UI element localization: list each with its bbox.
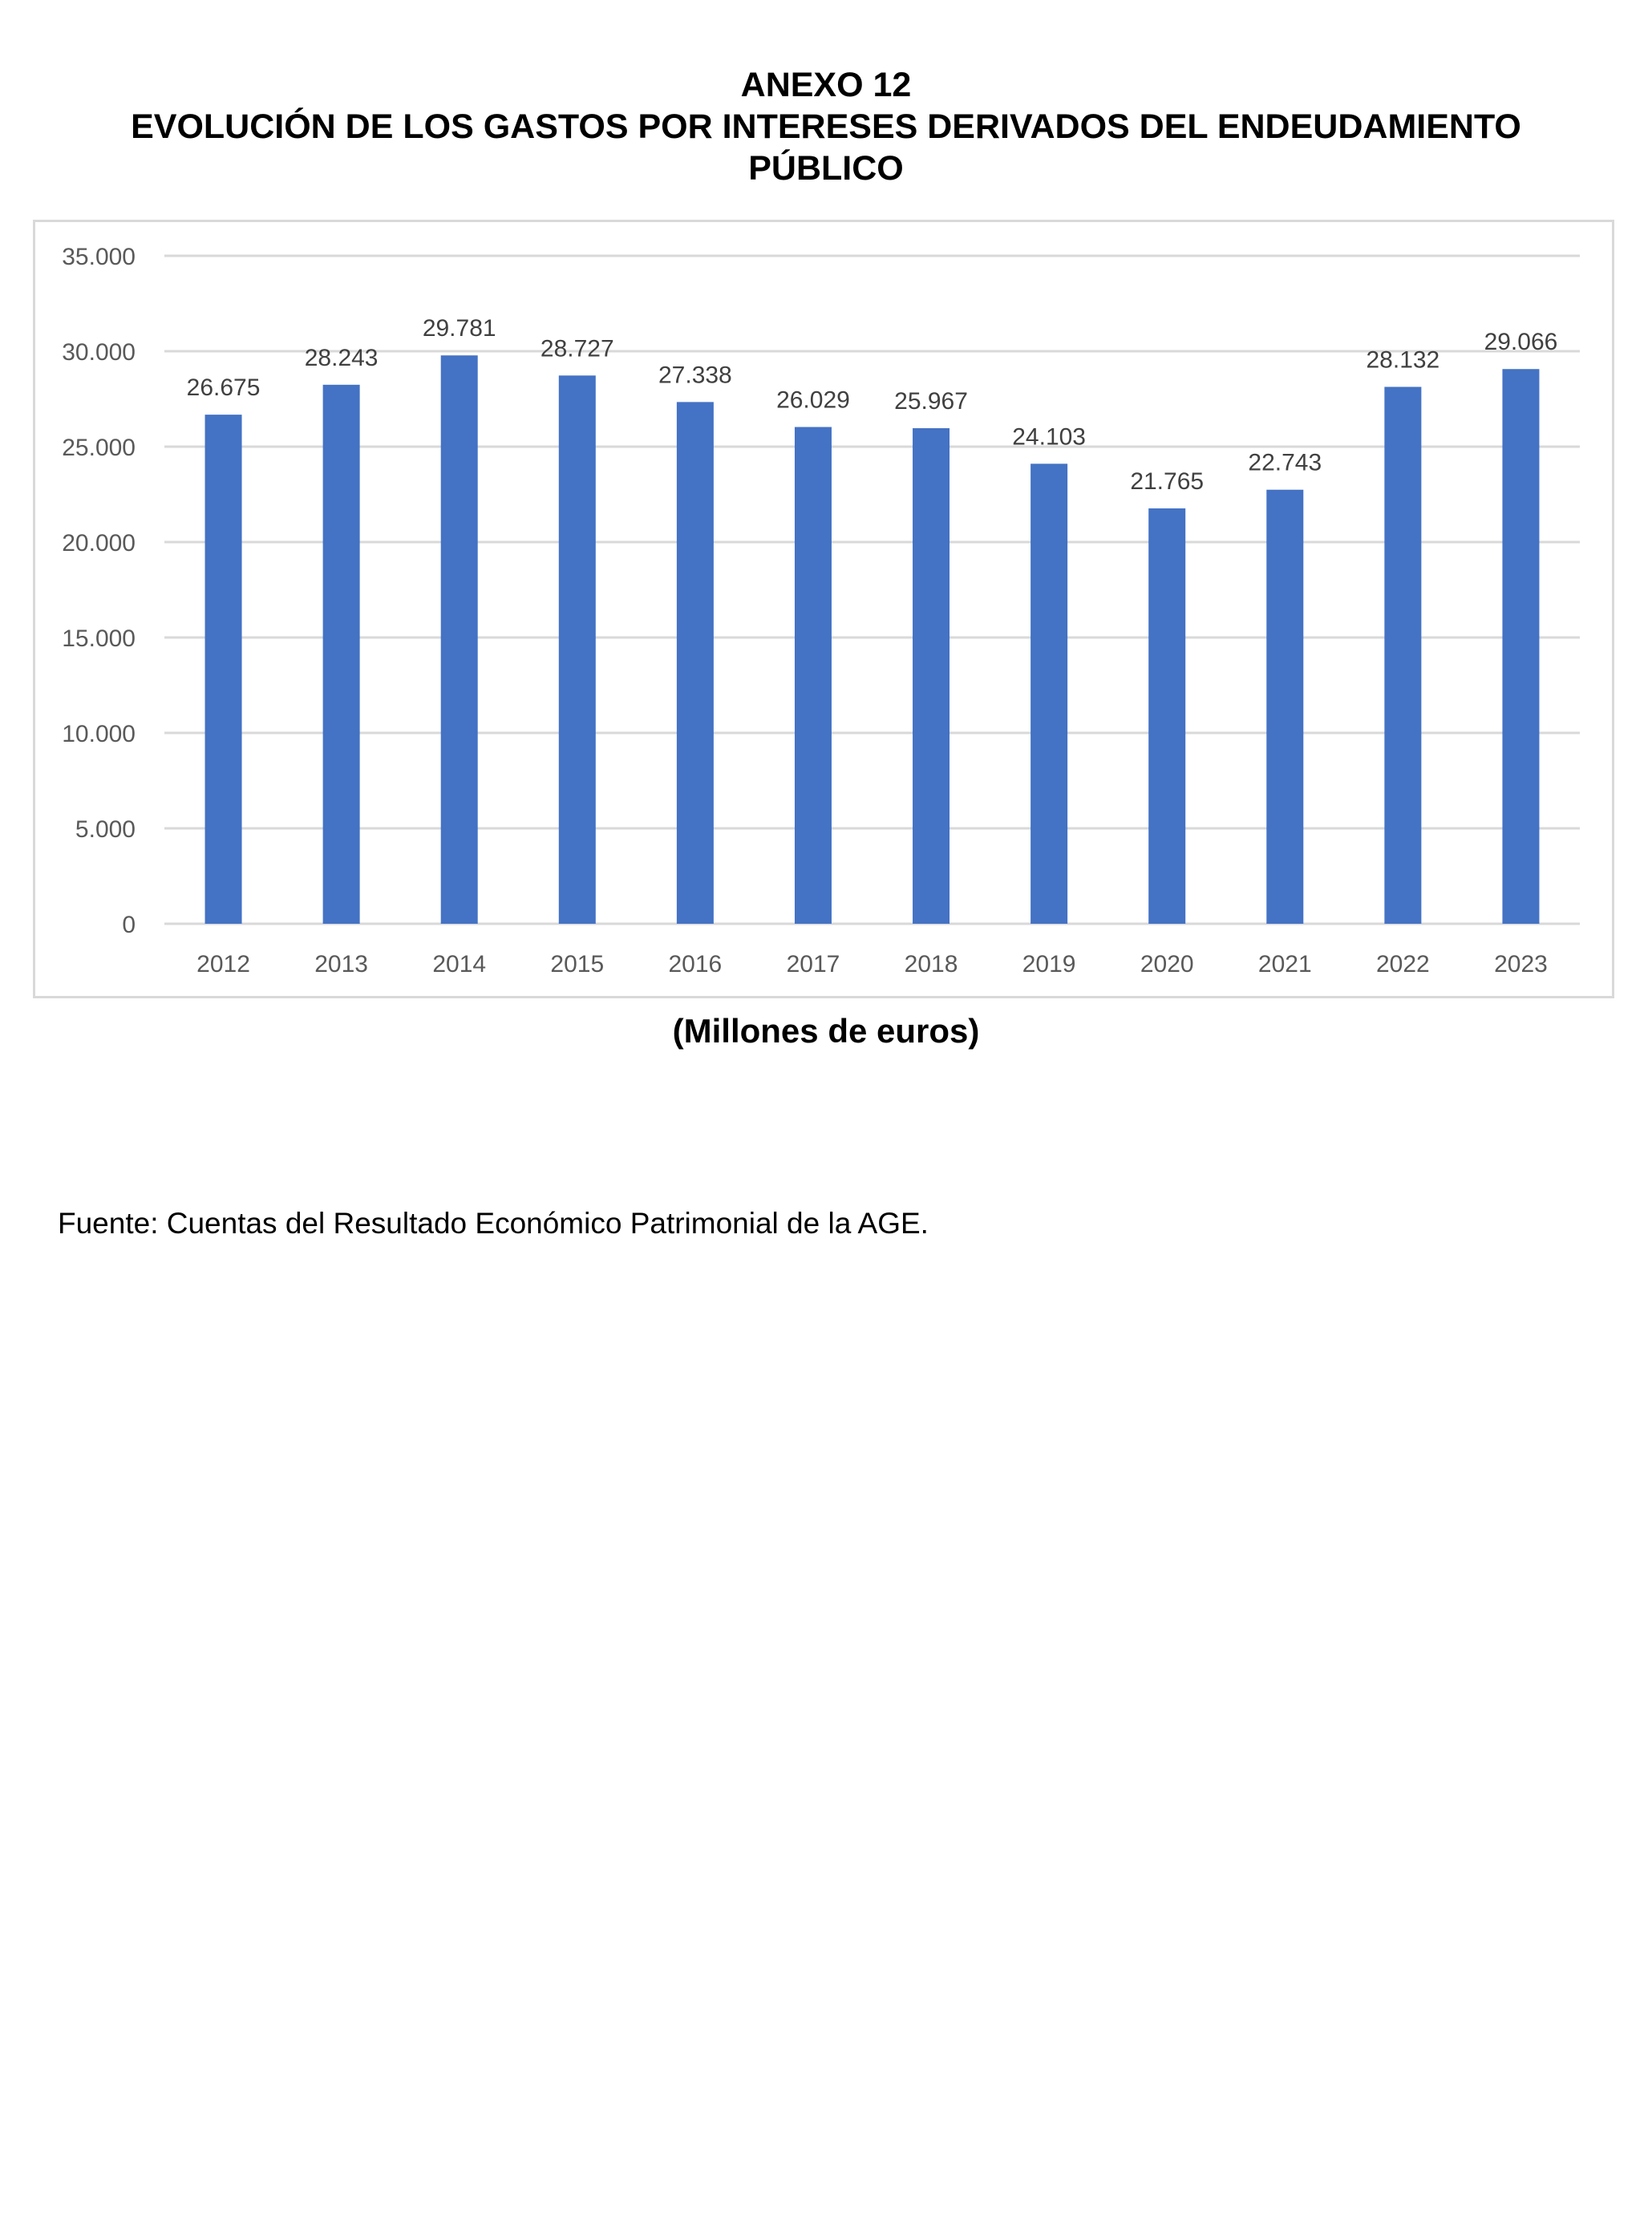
- chart-title-line-1: EVOLUCIÓN DE LOS GASTOS POR INTERESES DERIVADOS DEL ENDEUDAMIENTO: [131, 107, 1521, 146]
- x-axis-labels: [196, 951, 1548, 977]
- y-tick-label: 35.000: [62, 244, 136, 270]
- data-label: 29.781: [422, 315, 496, 342]
- data-label: 25.967: [894, 387, 968, 415]
- x-tick-label: 2013: [314, 951, 368, 977]
- x-tick-label: 2018: [904, 951, 958, 977]
- x-tick-label: 2023: [1494, 951, 1548, 977]
- data-label: 28.727: [540, 335, 614, 362]
- page-title: [0, 64, 1652, 189]
- x-tick-label: 2016: [668, 951, 723, 977]
- bar-2023: [1502, 369, 1539, 924]
- bar-2018: [913, 428, 949, 924]
- bar-chart: [35, 222, 1612, 996]
- data-label: 24.103: [1012, 423, 1087, 451]
- data-label: 27.338: [658, 362, 732, 389]
- chart-area: [33, 220, 1614, 998]
- chart-title-line-2: PÚBLICO: [748, 149, 904, 188]
- bar-2013: [323, 385, 360, 924]
- annex-number: ANEXO 12: [740, 66, 912, 104]
- y-tick-label: 15.000: [62, 625, 136, 652]
- x-tick-label: 2017: [786, 951, 840, 977]
- y-tick-label: 10.000: [62, 721, 136, 747]
- data-label: 26.029: [776, 387, 850, 414]
- x-tick-label: 2022: [1376, 951, 1430, 977]
- x-tick-label: 2019: [1022, 951, 1076, 977]
- bars: [205, 355, 1540, 924]
- x-tick-label: 2020: [1140, 951, 1194, 977]
- bar-2021: [1266, 490, 1303, 924]
- data-label: 21.765: [1130, 467, 1205, 495]
- y-axis-labels: [62, 244, 136, 938]
- data-labels: [187, 315, 1558, 495]
- bar-2016: [677, 402, 714, 924]
- y-tick-label: 5.000: [75, 816, 136, 843]
- y-tick-label: 0: [122, 912, 136, 938]
- y-tick-label: 30.000: [62, 339, 136, 366]
- x-tick-label: 2012: [196, 951, 250, 977]
- bar-2012: [205, 415, 242, 924]
- bar-2014: [441, 355, 478, 924]
- bar-2019: [1030, 463, 1067, 924]
- bar-2015: [559, 375, 596, 924]
- x-tick-label: 2021: [1257, 951, 1312, 977]
- x-tick-label: 2015: [550, 951, 605, 977]
- data-label: 22.743: [1248, 449, 1322, 476]
- data-label: 26.675: [186, 374, 261, 402]
- unit-label: (Millones de euros): [672, 1012, 980, 1050]
- bar-2022: [1384, 387, 1421, 924]
- bar-2017: [795, 427, 832, 924]
- x-tick-label: 2014: [432, 951, 487, 977]
- y-tick-label: 25.000: [62, 435, 136, 461]
- data-label: 28.132: [1366, 346, 1440, 374]
- data-label: 29.066: [1484, 329, 1558, 356]
- bar-2020: [1148, 508, 1185, 924]
- source-note: Fuente: Cuentas del Resultado Económico Patrimonial de la AGE.: [58, 1207, 929, 1240]
- data-label: 28.243: [304, 344, 379, 371]
- y-tick-label: 20.000: [62, 530, 136, 556]
